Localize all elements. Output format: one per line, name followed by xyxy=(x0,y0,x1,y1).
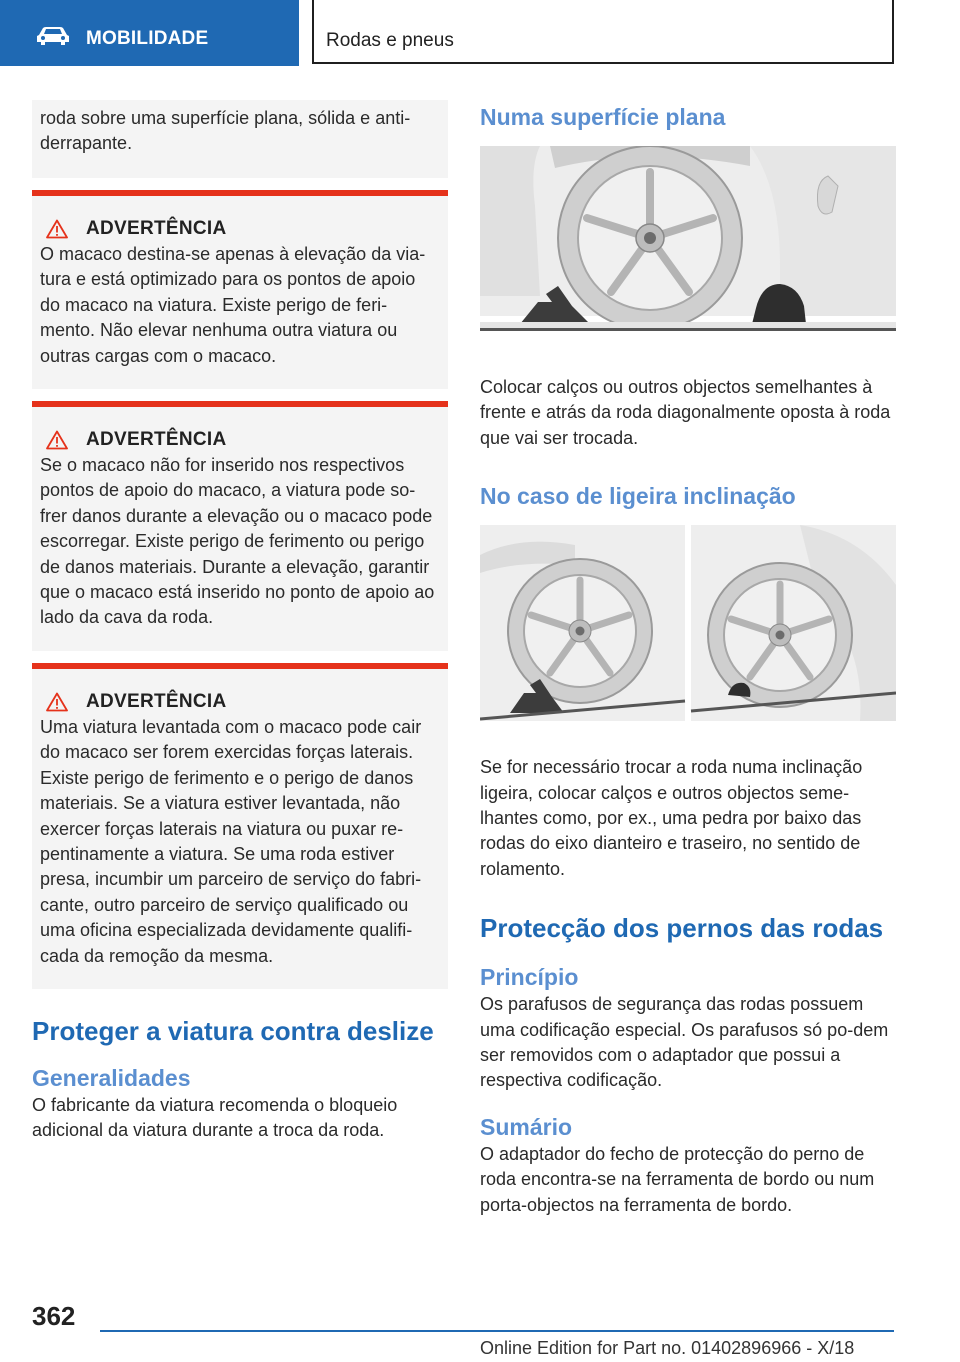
warning-box-2 xyxy=(32,401,448,651)
warning-text: Uma viatura levantada com o macaco pode cair do macaco ser forem exercidas forças laterais. Existe perigo de ferimento e o perigo de danos materiais. Se a viatura estiver levantada, não exercer forças laterais na viatura ou puxar re-pentinamente a viatura. Se uma roda estiver presa, incumbir um parceiro de serviço do fabri-cante, outro parceiro de serviço qualificado ou uma oficina especializada devidamente qualifi-cada da remoção da mesma. xyxy=(40,716,422,966)
footer-rule xyxy=(100,1330,894,1332)
body-text: Colocar calços ou outros objectos semelhantes à frente e atrás da roda diagonalmente oposta à roda que vai ser trocada. xyxy=(480,377,891,448)
sub-heading: Generalidades xyxy=(32,1064,191,1091)
illustration-flat-surface xyxy=(480,146,896,331)
body-text: O fabricante da viatura recomenda o bloqueio adicional da viatura durante a troca da roda. xyxy=(32,1094,398,1141)
warning-triangle-icon xyxy=(46,692,68,712)
car-icon xyxy=(36,26,70,46)
body-text: Os parafusos de segurança das rodas possuem uma codificação especial. Os parafusos só po-dem ser removidos com o adaptador que possui a respectiva codificação. xyxy=(480,994,889,1091)
warning-title: ADVERTÊNCIA xyxy=(86,429,227,451)
body-text: Se for necessário trocar a roda numa inclinação ligeira, colocar calços e outros objectos seme-lhantes como, por ex., uma pedra por baixo das rodas do eixo dianteiro e traseiro, no sentido de rolamento. xyxy=(480,757,863,879)
wheel-illustration xyxy=(480,146,896,328)
slope-heading: No caso de ligeira inclinação xyxy=(480,483,796,510)
page-number: 362 xyxy=(32,1301,76,1331)
flat-heading: Numa superfície plana xyxy=(480,104,726,130)
bolts-heading: Protecção dos pernos das rodas xyxy=(480,913,884,944)
warning-text: O macaco destina-se apenas à elevação da via-tura e está optimizado para os pontos de apoio do macaco na viatura. Existe perigo de feri-mento. Não elevar nenhuma outra viatura ou outras cargas com o macaco. xyxy=(40,244,426,366)
warning-box-1 xyxy=(32,190,448,389)
warning-title: ADVERTÊNCIA xyxy=(86,218,227,239)
warning-text: Se o macaco não for inserido nos respectivos pontos de apoio do macaco, a viatura pode so-frer danos durante a elevação ou o macaco pode escorregar. Existe perigo de ferimento ou perigo de danos materiais. Durante a elevação, garantir que o macaco está inserido no ponto de apoio ao lado da cava da roda. xyxy=(40,455,435,628)
illustration-slope xyxy=(480,525,896,721)
wheel-slope-illustration xyxy=(480,525,896,721)
section-tab[interactable] xyxy=(0,0,299,66)
chapter-title: Rodas e pneus xyxy=(326,30,454,51)
intro-text: roda sobre uma superfície plana, sólida e anti-derrapante. xyxy=(32,100,448,178)
principle-heading: Princípio xyxy=(480,964,579,991)
section-heading: Proteger a viatura contra deslize xyxy=(32,1015,434,1046)
warning-box-3 xyxy=(32,663,448,989)
left-column xyxy=(32,100,448,1144)
body-text: O adaptador do fecho de protecção do perno de roda encontra-se na ferramenta de bordo ou num porta-objectos na ferramenta de bordo. xyxy=(480,1143,875,1215)
warning-triangle-icon xyxy=(46,430,68,450)
right-column xyxy=(480,100,896,1218)
section-label: MOBILIDADE xyxy=(86,28,209,49)
warning-triangle-icon xyxy=(46,219,68,239)
summary-heading: Sumário xyxy=(480,1113,573,1140)
warning-title: ADVERTÊNCIA xyxy=(86,690,227,712)
chapter-header xyxy=(312,0,894,64)
footer-edition: Online Edition for Part no. 01402896966 - X/18 xyxy=(480,1338,855,1358)
